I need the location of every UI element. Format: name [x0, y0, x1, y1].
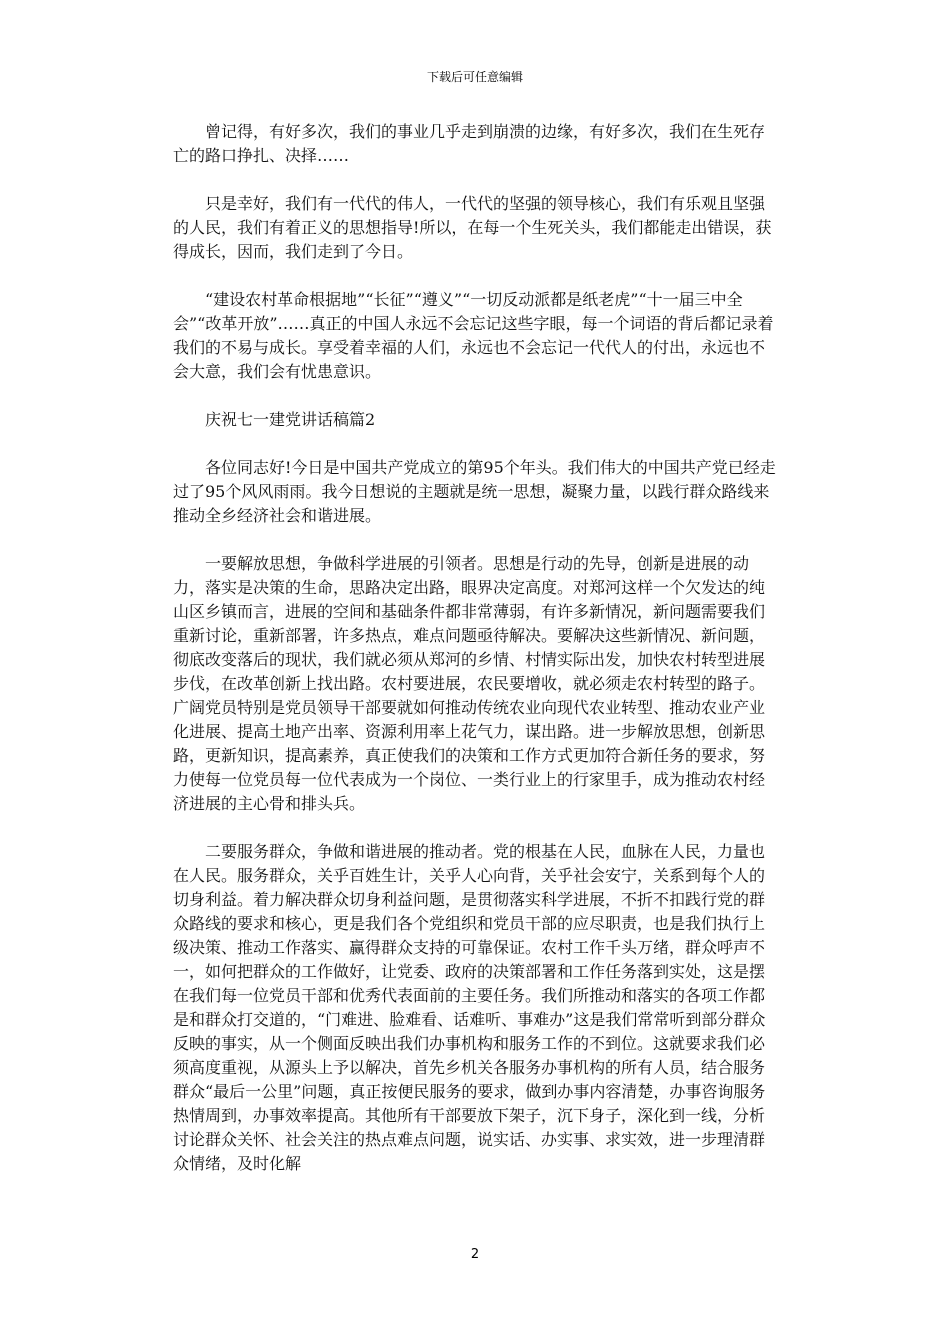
paragraph-4: 各位同志好!今日是中国共产党成立的第95个年头。我们伟大的中国共产党已经走过了95个风风雨雨。我今日想说的主题就是统一思想，凝聚力量，以践行群众路线来推动全乡经济社会和谐进展。: [173, 458, 776, 525]
paragraph-1: 曾记得，有好多次，我们的事业几乎走到崩溃的边缘，有好多次，我们在生死存亡的路口挣扎、决择……: [173, 122, 766, 165]
section-heading: 庆祝七一建党讲话稿篇2: [205, 410, 376, 429]
paragraph-2: 只是幸好，我们有一代代的伟人，一代代的坚强的领导核心，我们有乐观且坚强的人民，我们有着正义的思想指导!所以，在每一个生死关头，我们都能走出错误，获得成长，因而，我们走到了今日。: [173, 194, 772, 261]
page-number: 2: [470, 1247, 480, 1262]
document-body: [173, 120, 777, 1176]
paragraph-5: 一要解放思想，争做科学进展的引领者。思想是行动的先导，创新是进展的动力，落实是决策的生命，思路决定出路，眼界决定高度。对郑河这样一个欠发达的纯山区乡镇而言，进展的空间和基础条件都非常薄弱，有许多新情况，新问题需要我们重新讨论，重新部署，许多热点，难点问题亟待解决。要解决这些新情况、新问题，彻底改变落后的现状，我们就必须从郑河的乡情、村情实际出发，加快农村转型进展步伐，在改革创新上找出路。农村要进展，农民要增收，就必须走农村转型的路子。广阔党员特别是党员领导干部要就如何推动传统农业向现代农业转型、推动农业产业化进展、提高土地产出率、资源利用率上花气力，谋出路。进一步解放思想，创新思路，更新知识，提高素养，真正使我们的决策和工作方式更加符合新任务的要求，努力使每一位党员每一位代表成为一个岗位、一类行业上的行家里手，成为推动农村经济进展的主心骨和排头兵。: [173, 554, 766, 813]
paragraph-6: 二要服务群众，争做和谐进展的推动者。党的根基在人民，血脉在人民，力量也在人民。服务群众，关乎百姓生计，关乎人心向背，关乎社会安宁，关系到每个人的切身利益。着力解决群众切身利益问题，是贯彻落实科学进展，不折不扣践行党的群众路线的要求和核心，更是我们各个党组织和党员干部的应尽职责，也是我们执行上级决策、推动工作落实、赢得群众支持的可靠保证。农村工作千头万绪，群众呼声不一，如何把群众的工作做好，让党委、政府的决策部署和工作任务落到实处，这是摆在我们每一位党员干部和优秀代表面前的主要任务。我们所推动和落实的各项工作都是和群众打交道的，“门难进、脸难看、话难听、事难办”这是我们常常听到部分群众反映的事实，从一个侧面反映出我们办事机构和服务工作的不到位。这就要求我们必须高度重视，从源头上予以解决，首先乡机关各服务办事机构的所有人员，结合服务群众“最后一公里”问题，真正按便民服务的要求，做到办事内容清楚，办事咨询服务热情周到，办事效率提高。其他所有干部要放下架子，沉下身子，深化到一线，分析讨论群众关怀、社会关注的热点难点问题，说实话、办实事、求实效，进一步理清群众情绪，及时化解: [173, 842, 766, 1173]
page-header: 下载后可任意编辑: [426, 70, 523, 84]
paragraph-3: “建设农村革命根据地”“长征”“遵义”“一切反动派都是纸老虎”“十一届三中全会”“改革开放”……真正的中国人永远不会忘记这些字眼，每一个词语的背后都记录着我们的不易与成长。享受着幸福的人们，永远也不会忘记一代代人的付出，永远也不会大意，我们会有忧患意识。: [173, 290, 774, 381]
